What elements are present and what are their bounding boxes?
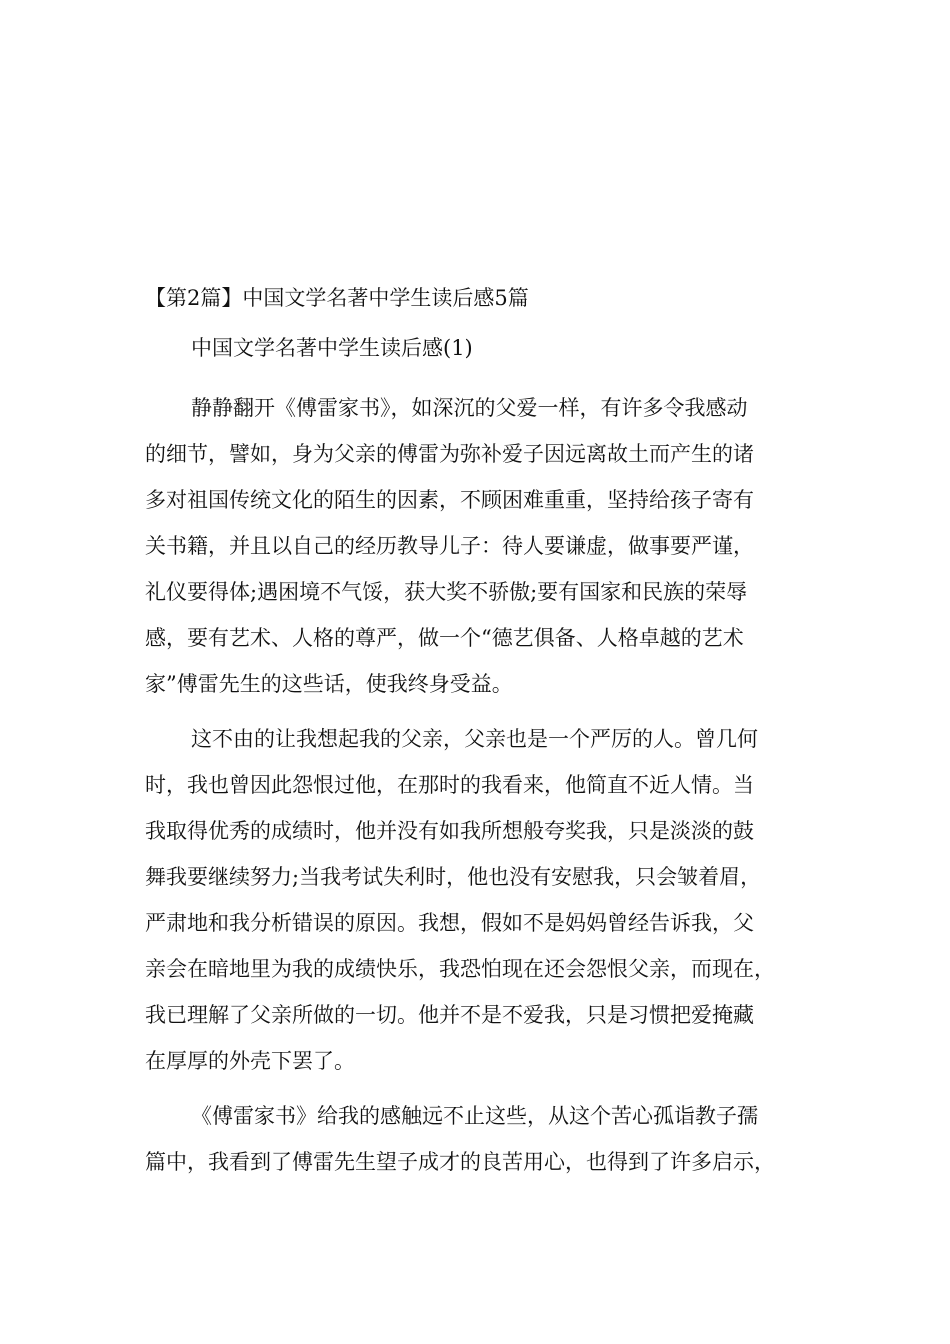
- paragraph-line: 这不由的让我想起我的父亲，父亲也是一个严厉的人。曾几何: [191, 727, 758, 751]
- paragraph-line: 篇中，我看到了傅雷先生望子成才的良苦用心，也得到了许多启示，: [145, 1150, 775, 1174]
- paragraph-line: 我取得优秀的成绩时，他并没有如我所想般夸奖我，只是淡淡的鼓: [145, 819, 754, 843]
- paragraph-line: 在厚厚的外壳下罢了。: [145, 1049, 355, 1073]
- paragraph-line: 我已理解了父亲所做的一切。他并不是不爱我，只是习惯把爱掩藏: [145, 1003, 754, 1027]
- paragraph-line: 时，我也曾因此怨恨过他，在那时的我看来，他简直不近人情。当: [145, 773, 754, 797]
- document-heading: 【第2篇】中国文学名著中学生读后感5篇: [145, 286, 529, 310]
- paragraph-1: [145, 385, 810, 707]
- paragraph-line: 多对祖国传统文化的陌生的因素，不顾困难重重，坚持给孩子寄有: [145, 488, 754, 512]
- paragraph-line: 静静翻开《傅雷家书》，如深沉的父爱一样，有许多令我感动: [191, 396, 748, 420]
- document-body: [145, 283, 810, 1194]
- paragraph-line: 《傅雷家书》给我的感触远不止这些，从这个苦心孤诣教子孺: [191, 1104, 758, 1128]
- paragraph-line: 严肃地和我分析错误的原因。我想，假如不是妈妈曾经告诉我，父: [145, 911, 754, 935]
- paragraph-line: 舞我要继续努力;当我考试失利时，他也没有安慰我，只会皱着眉，: [145, 865, 762, 889]
- paragraph-line: 感，要有艺术、人格的尊严，做一个“德艺俱备、人格卓越的艺术: [145, 626, 744, 650]
- document-subheading: 中国文学名著中学生读后感(1): [191, 336, 473, 360]
- paragraph-line: 礼仪要得体;遇困境不气馁，获大奖不骄傲;要有国家和民族的荣辱: [145, 580, 748, 604]
- paragraph-line: 关书籍，并且以自己的经历教导儿子：待人要谦虚，做事要严谨，: [145, 534, 754, 558]
- paragraph-2: [145, 716, 810, 1084]
- paragraph-line: 亲会在暗地里为我的成绩快乐，我恐怕现在还会怨恨父亲，而现在，: [145, 957, 775, 981]
- paragraph-line: 的细节，譬如，身为父亲的傅雷为弥补爱子因远离故土而产生的诸: [145, 442, 754, 466]
- paragraph-3: [145, 1093, 810, 1185]
- paragraph-line: 家”傅雷先生的这些话，使我终身受益。: [145, 672, 513, 696]
